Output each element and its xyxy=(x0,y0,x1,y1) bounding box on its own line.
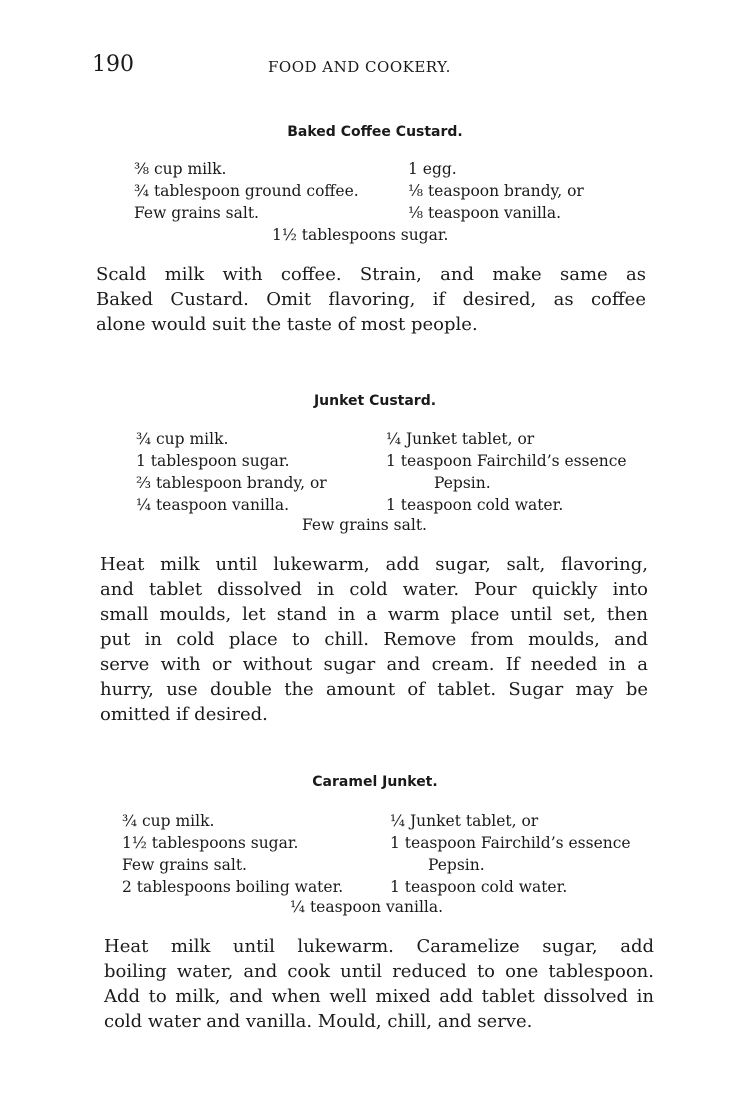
running-title: FOOD AND COOKERY. xyxy=(268,58,451,76)
recipe-title: Junket Custard. xyxy=(313,393,437,409)
instruction-line: small moulds, let stand in a warm place until set, then xyxy=(100,604,648,625)
instruction-line: Scald milk with coffee. Strain, and make same as xyxy=(96,264,646,285)
ingredient: ¾ tablespoon ground coffee. xyxy=(134,182,359,200)
ingredient: 1 egg. xyxy=(408,160,457,178)
recipe-title: Caramel Junket. xyxy=(312,774,438,790)
ingredient-center: ¼ teaspoon vanilla. xyxy=(290,898,444,916)
ingredient: ⅜ cup milk. xyxy=(134,160,227,178)
ingredient: ¾ cup milk. xyxy=(122,812,215,830)
ingredient: Few grains salt. xyxy=(134,204,259,222)
ingredient: Pepsin. xyxy=(428,856,485,874)
ingredient: ⅔ tablespoon brandy, or xyxy=(136,474,327,492)
ingredient: 1½ tablespoons sugar. xyxy=(122,834,299,852)
ingredient-list-left xyxy=(136,428,327,516)
page-number: 190 xyxy=(92,52,134,77)
ingredient-list-right xyxy=(390,810,631,898)
instruction-line: boiling water, and cook until reduced to one tablespoon. xyxy=(104,961,654,982)
instruction-line: Heat milk until lukewarm. Caramelize sugar, add xyxy=(104,936,654,957)
ingredient: 1 tablespoon sugar. xyxy=(136,452,290,470)
ingredient: 2 tablespoons boiling water. xyxy=(122,878,344,896)
recipe-title: Baked Coffee Custard. xyxy=(287,124,463,140)
recipe-instructions xyxy=(100,552,648,727)
instruction-line: serve with or without sugar and cream. If needed in a xyxy=(100,654,648,675)
ingredient: Few grains salt. xyxy=(122,856,247,874)
instruction-line: and tablet dissolved in cold water. Pour quickly into xyxy=(100,579,648,600)
ingredient: ⅛ teaspoon brandy, or xyxy=(408,182,584,200)
ingredient: 1 teaspoon cold water. xyxy=(386,496,564,514)
recipe-instructions xyxy=(104,934,654,1034)
ingredient: ¾ cup milk. xyxy=(136,430,229,448)
instruction-line: alone would suit the taste of most people. xyxy=(96,314,478,335)
instruction-line: put in cold place to chill. Remove from moulds, and xyxy=(100,629,648,650)
ingredient: ⅛ teaspoon vanilla. xyxy=(408,204,562,222)
ingredient-list-right xyxy=(408,158,584,224)
instruction-line: Add to milk, and when well mixed add tablet dissolved in xyxy=(104,986,654,1007)
instruction-line: omitted if desired. xyxy=(100,704,268,725)
ingredient: 1 teaspoon Fairchild’s essence xyxy=(386,452,627,470)
recipe-instructions xyxy=(96,262,646,337)
ingredient: Pepsin. xyxy=(434,474,491,492)
ingredient-center: Few grains salt. xyxy=(302,516,427,534)
instruction-line: hurry, use double the amount of tablet. Sugar may be xyxy=(100,679,648,700)
ingredient-list-left xyxy=(122,810,343,898)
ingredient-list-right xyxy=(386,428,627,516)
ingredient: ¼ Junket tablet, or xyxy=(386,430,535,448)
ingredient-list-left xyxy=(134,158,359,224)
ingredient: 1 teaspoon Fairchild’s essence xyxy=(390,834,631,852)
instruction-line: Baked Custard. Omit flavoring, if desired, as coffee xyxy=(96,289,646,310)
instruction-line: Heat milk until lukewarm, add sugar, salt, flavoring, xyxy=(100,554,648,575)
instruction-line: cold water and vanilla. Mould, chill, and serve. xyxy=(104,1011,533,1032)
ingredient: 1 teaspoon cold water. xyxy=(390,878,568,896)
ingredient: ¼ Junket tablet, or xyxy=(390,812,539,830)
page-header xyxy=(92,52,652,82)
ingredient-center: 1½ tablespoons sugar. xyxy=(272,226,449,244)
ingredient: ¼ teaspoon vanilla. xyxy=(136,496,290,514)
